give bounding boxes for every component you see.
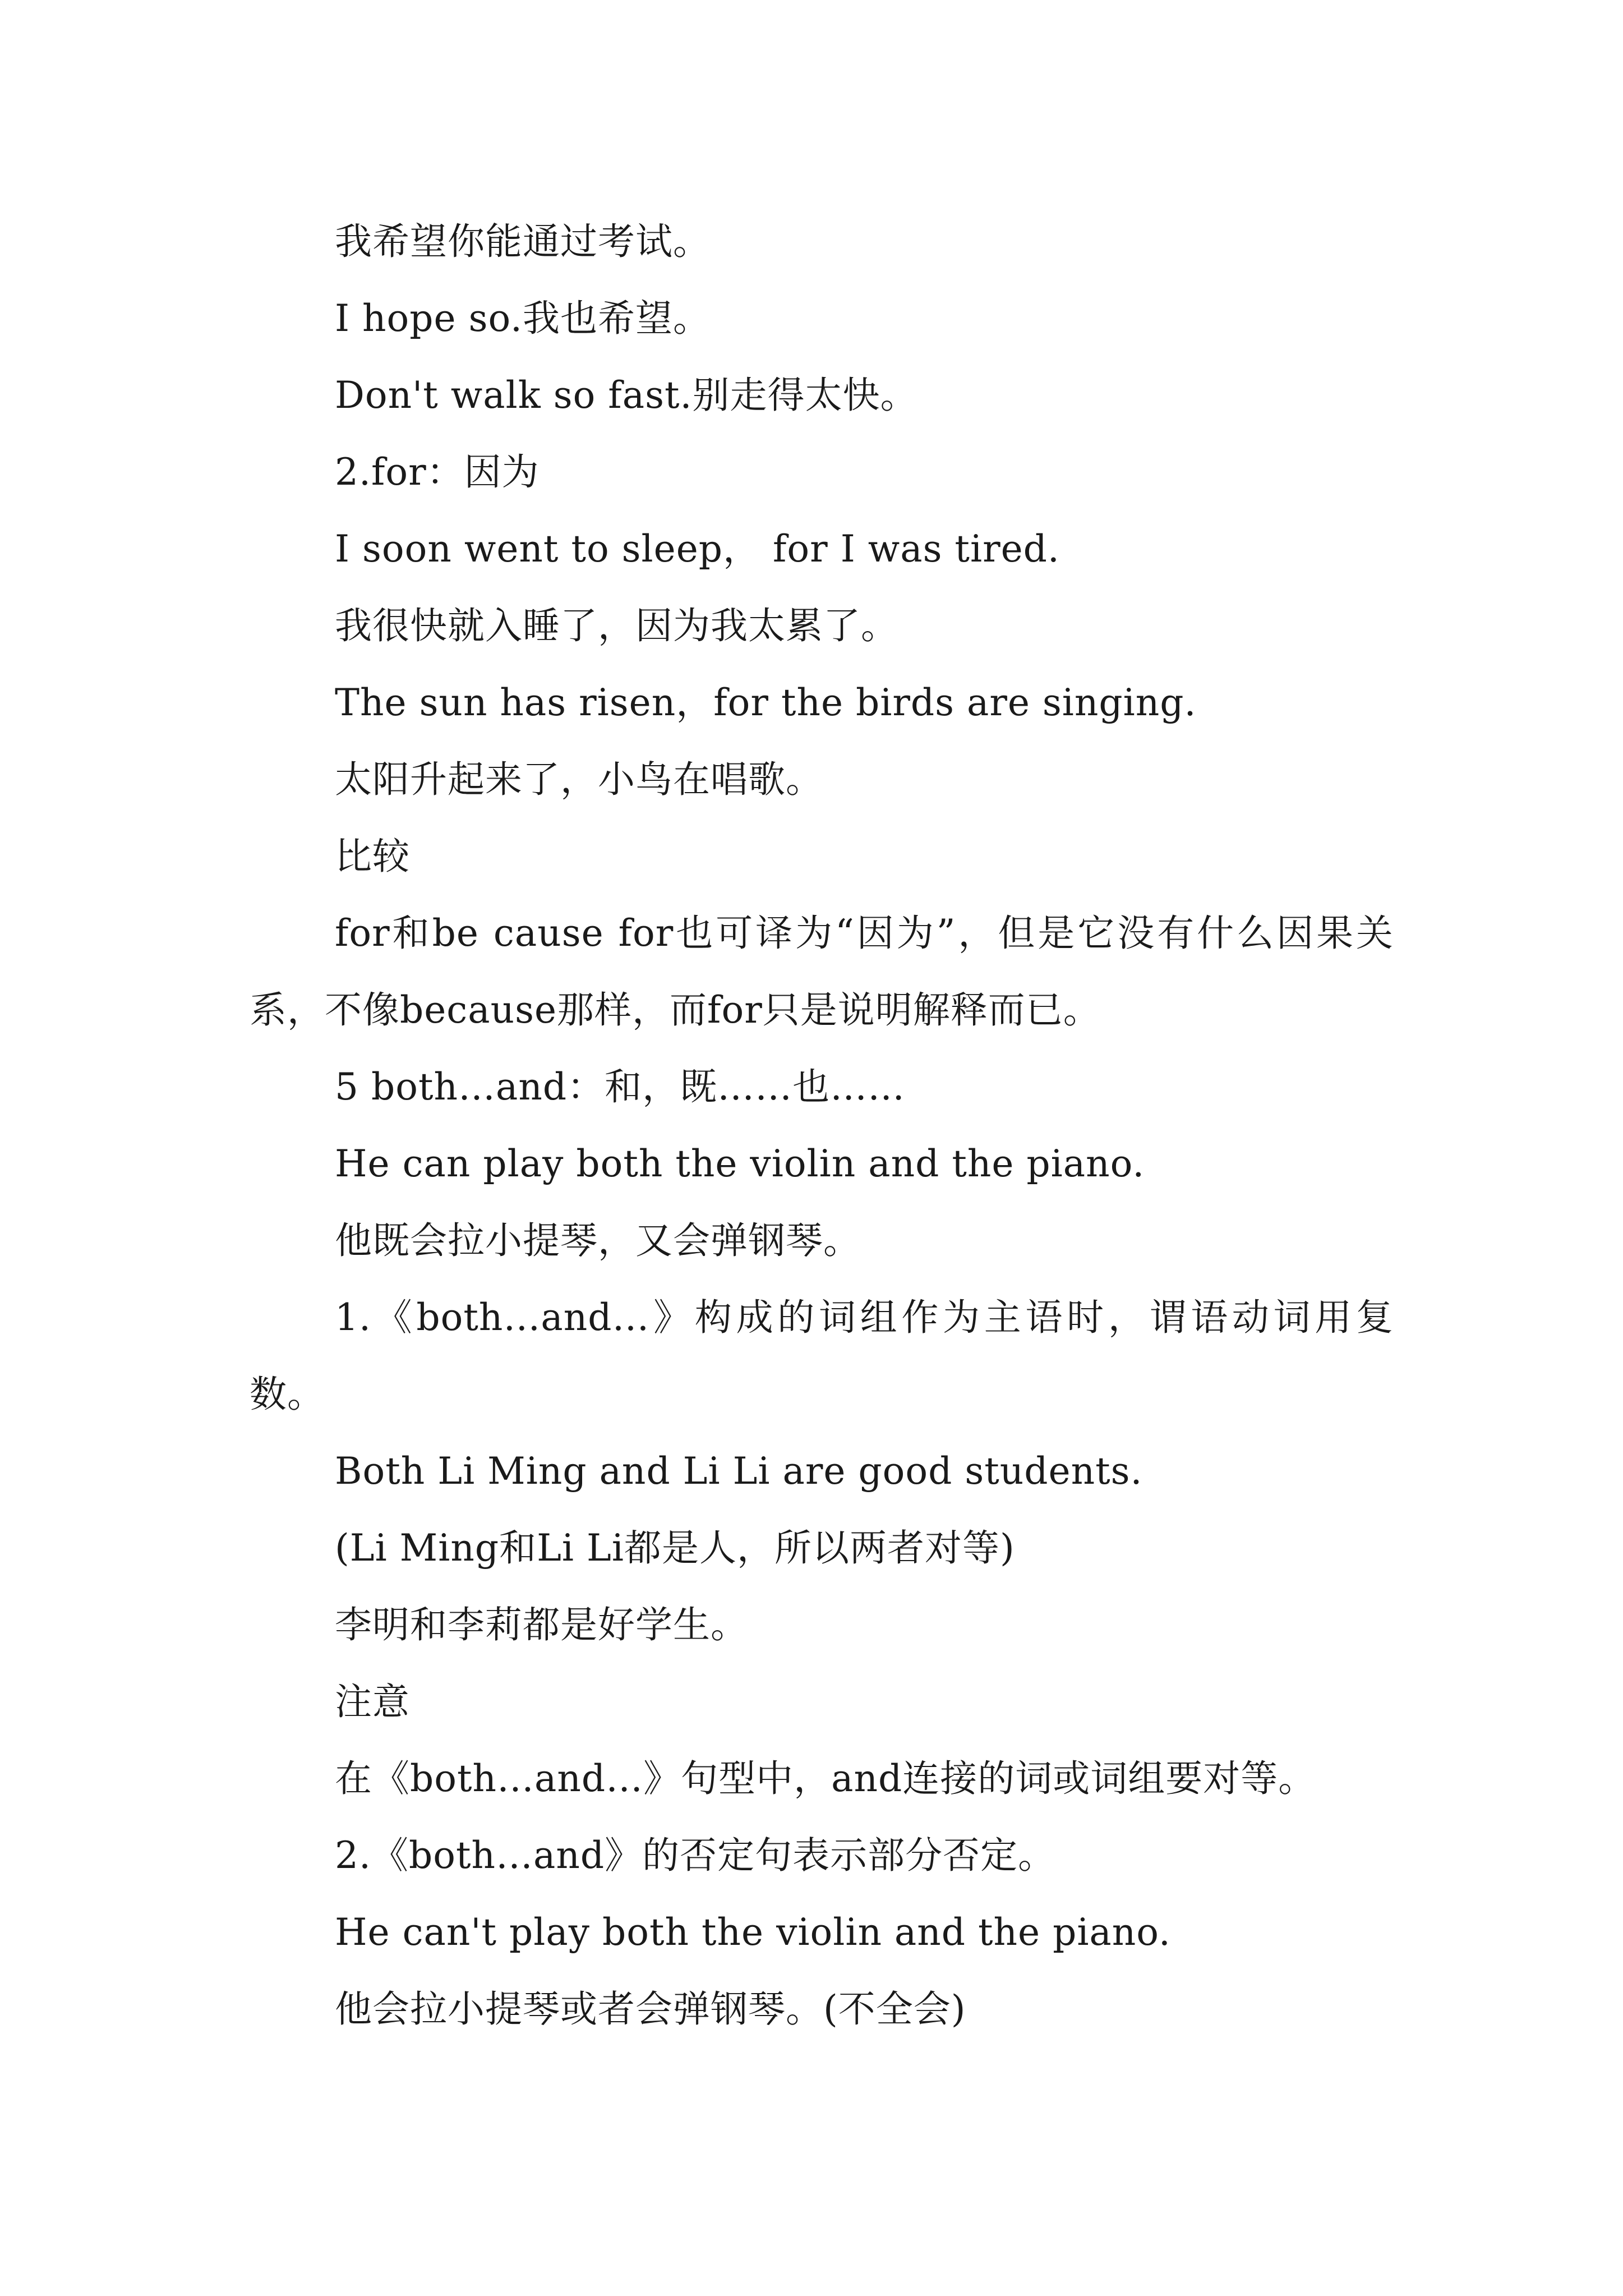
text-line: 我希望你能通过考试。 [335, 220, 711, 263]
rule-paragraph: 1.《both…and…》构成的词组作为主语时，谓语动词用复数。 [250, 1296, 1394, 1416]
text-line: I soon went to sleep， for I was tired. [335, 527, 1060, 570]
text-line: 在《both…and…》句型中，and连接的词或词组要对等。 [335, 1757, 1316, 1800]
text-line: (Li Ming和Li Li都是人，所以两者对等) [335, 1526, 1015, 1570]
note-heading: 比较 [335, 835, 410, 878]
rule-line: 2.《both…and》的否定句表示部分否定。 [335, 1834, 1056, 1877]
section-heading: 5 both…and：和，既……也…… [335, 1065, 906, 1108]
text-line: Don't walk so fast.别走得太快。 [335, 374, 918, 417]
text-line: 我很快就入睡了，因为我太累了。 [335, 604, 898, 647]
note-heading: 注意 [335, 1680, 410, 1723]
text-line: He can play both the violin and the piano. [335, 1142, 1145, 1185]
text-line: I hope so.我也希望。 [335, 297, 711, 340]
text-line: 他既会拉小提琴，又会弹钢琴。 [335, 1219, 861, 1262]
text-line: 他会拉小提琴或者会弹钢琴。(不全会) [335, 1987, 966, 2031]
comparison-paragraph: for和be cause for也可译为“因为”，但是它没有什么因果关系，不像because那样，而for只是说明解释而已。 [250, 912, 1394, 1032]
document-body [250, 203, 1394, 2047]
section-heading: 2.for：因为 [335, 450, 540, 494]
text-line: The sun has risen，for the birds are singing. [335, 681, 1197, 724]
text-line: 太阳升起来了，小鸟在唱歌。 [335, 758, 823, 801]
text-line: Both Li Ming and Li Li are good students. [335, 1450, 1143, 1493]
text-line: He can't play both the violin and the piano. [335, 1911, 1171, 1954]
text-line: 李明和李莉都是好学生。 [335, 1603, 748, 1646]
